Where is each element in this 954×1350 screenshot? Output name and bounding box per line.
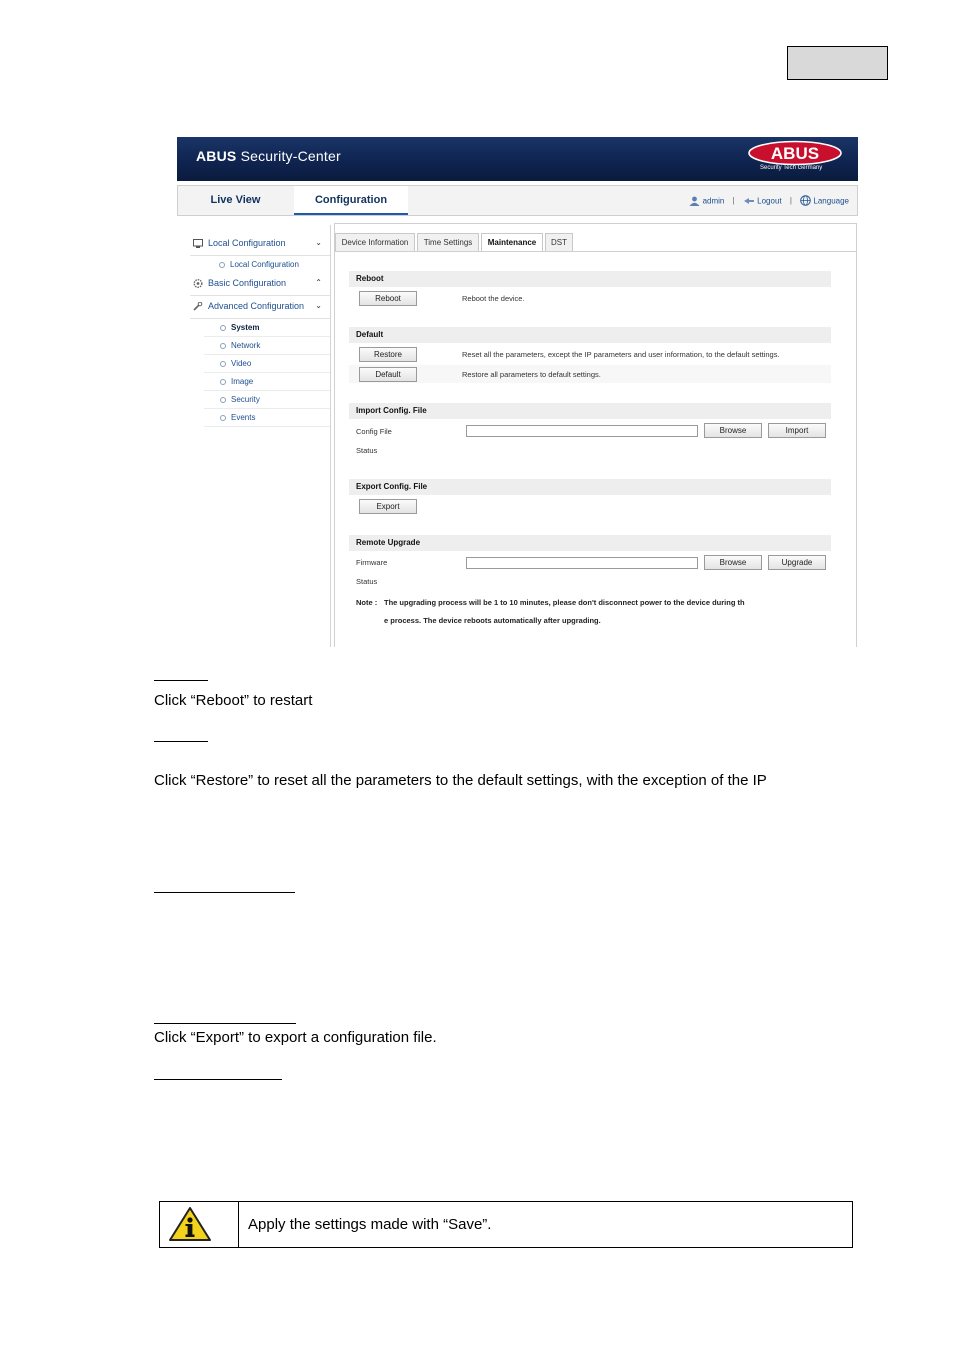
firmware-input[interactable] [466, 557, 698, 569]
restore-description: Reset all the parameters, except the IP parameters and user information, to the default settings. [462, 350, 780, 359]
sidebar-advanced-configuration-label: Advanced Configuration [208, 301, 305, 311]
section-export-title: Export Config. File [349, 479, 831, 495]
info-icon-cell [160, 1202, 239, 1247]
logout-icon [743, 196, 755, 205]
tab-live-view[interactable]: Live View [210, 194, 261, 206]
app-title-bold: ABUS [196, 148, 237, 164]
info-warning-icon [168, 1206, 212, 1242]
user-tools: admin | Logout | Language [689, 186, 849, 215]
info-note-box [159, 1201, 853, 1248]
sidebar-advanced-configuration[interactable] [190, 296, 330, 319]
note-line-1: The upgrading process will be 1 to 10 minutes, please don't disconnect power to the device during th [384, 598, 745, 607]
sidebar-basic-configuration-label: Basic Configuration [208, 278, 287, 288]
section-reboot-title: Reboot [349, 271, 831, 287]
restore-button[interactable]: Restore [359, 347, 417, 362]
heading-rule-upgrade [154, 1079, 282, 1080]
chevron-down-icon: ⌄ [315, 238, 322, 247]
chevron-up-icon: ⌃ [315, 278, 322, 287]
header-banner [177, 137, 858, 181]
info-note-text: Apply the settings made with “Save”. [248, 1216, 492, 1233]
user-name-link[interactable]: admin [702, 196, 725, 206]
subtab-maintenance[interactable]: Maintenance [481, 233, 543, 252]
sidebar-item-network[interactable]: Network [204, 337, 330, 355]
upgrade-status-label: Status [356, 577, 378, 586]
page-number-box [787, 46, 888, 80]
config-file-input[interactable] [466, 425, 698, 437]
section-default-title: Default [349, 327, 831, 343]
user-icon [689, 196, 700, 206]
note-line-2: e process. The device reboots automatically after upgrading. [384, 616, 601, 625]
top-nav [177, 185, 858, 216]
section-upgrade-title: Remote Upgrade [349, 535, 831, 551]
ui-screenshot [177, 137, 858, 647]
sidebar-item-events[interactable]: Events [204, 409, 330, 427]
sidebar [190, 233, 330, 427]
default-button[interactable]: Default [359, 367, 417, 382]
firmware-label: Firmware [356, 558, 388, 567]
sidebar-local-configuration[interactable] [190, 233, 330, 256]
sidebar-item-image[interactable]: Image [204, 373, 330, 391]
section-import-title: Import Config. File [349, 403, 831, 419]
brand-tagline: Security Tech Germany [760, 165, 823, 171]
note-label: Note : [356, 598, 378, 607]
reboot-button[interactable]: Reboot [359, 291, 417, 306]
sidebar-item-video[interactable]: Video [204, 355, 330, 373]
heading-rule-default [154, 741, 208, 742]
heading-rule-import [154, 892, 295, 893]
import-browse-button[interactable]: Browse [704, 423, 762, 438]
default-description: Restore all parameters to default settings. [462, 370, 601, 379]
config-file-label: Config File [356, 427, 392, 436]
import-status-label: Status [356, 446, 378, 455]
abus-logo [747, 140, 843, 166]
upgrade-button[interactable]: Upgrade [768, 555, 826, 570]
heading-rule-reboot [154, 680, 208, 681]
doc-export-text: Click “Export” to export a configuration file. [154, 1029, 437, 1046]
sidebar-item-local-configuration[interactable]: Local Configuration [190, 256, 330, 273]
subtab-divider [335, 251, 856, 252]
sidebar-basic-configuration[interactable] [190, 273, 330, 296]
language-link[interactable]: Language [813, 196, 849, 206]
import-button[interactable]: Import [768, 423, 826, 438]
upgrade-browse-button[interactable]: Browse [704, 555, 762, 570]
subtab-device-information[interactable]: Device Information [335, 233, 415, 252]
app-title-rest: Security-Center [240, 148, 341, 164]
globe-icon [800, 195, 811, 206]
sidebar-item-security[interactable]: Security [204, 391, 330, 409]
content-panel [334, 223, 857, 647]
wrench-icon [193, 302, 203, 311]
abus-logo-text: ABUS [770, 144, 820, 163]
basic-config-icon [193, 279, 203, 288]
sidebar-divider [330, 225, 331, 647]
sidebar-local-configuration-label: Local Configuration [208, 238, 286, 248]
sidebar-item-system[interactable]: System [204, 319, 330, 337]
subtab-time-settings[interactable]: Time Settings [417, 233, 479, 252]
logout-link[interactable]: Logout [757, 196, 782, 206]
tab-configuration[interactable]: Configuration [294, 186, 408, 215]
doc-restore-text: Click “Restore” to reset all the parameters to the default settings, with the exception of the IP [154, 772, 767, 789]
subtab-dst[interactable]: DST [545, 233, 573, 252]
reboot-description: Reboot the device. [462, 294, 525, 303]
app-title [196, 148, 341, 164]
export-button[interactable]: Export [359, 499, 417, 514]
doc-reboot-text: Click “Reboot” to restart [154, 692, 313, 709]
local-config-icon [193, 239, 203, 248]
heading-rule-export [154, 1023, 296, 1024]
chevron-down-icon: ⌄ [315, 301, 322, 310]
